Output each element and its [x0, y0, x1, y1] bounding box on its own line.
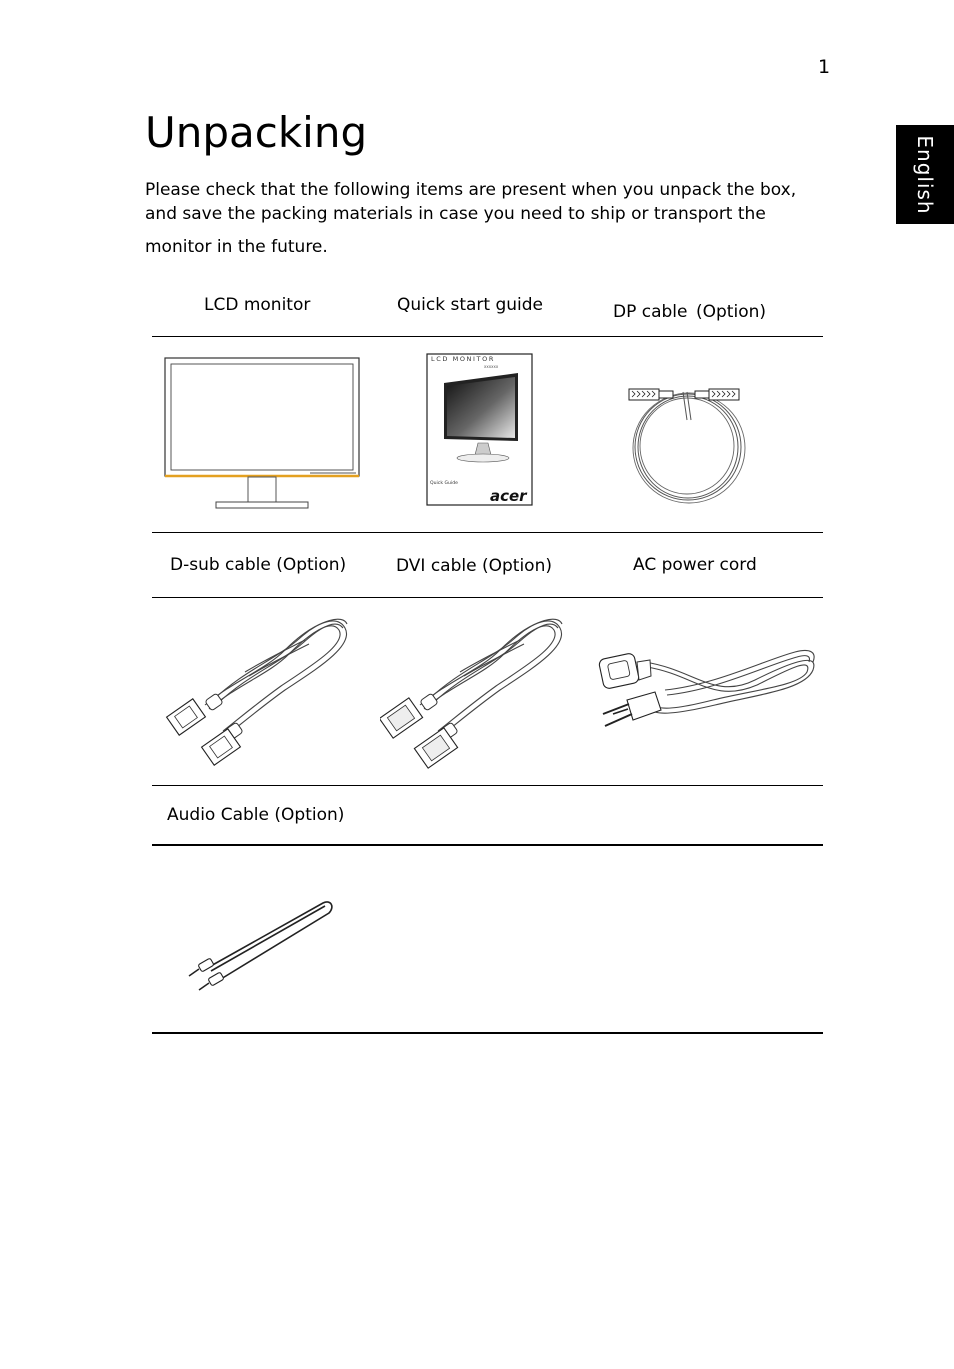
- dsub-cable-icon: [165, 610, 355, 770]
- audio-cable-icon: [185, 893, 340, 993]
- label-audio-cable: Audio Cable (Option): [167, 805, 345, 825]
- language-tab: [896, 125, 954, 224]
- intro-line-1: Please check that the following items are present when you unpack the box,: [145, 180, 797, 200]
- intro-line-2: and save the packing materials in case you need to ship or transport the: [145, 204, 766, 224]
- page-title: Unpacking: [145, 108, 368, 157]
- table-rule: [152, 532, 823, 533]
- table-rule: [152, 336, 823, 337]
- table-rule: [152, 785, 823, 786]
- guide-cover-caption: Quick Guide: [430, 481, 458, 486]
- label-lcd-monitor: LCD monitor: [204, 295, 311, 315]
- label-dp-cable-option: (Option): [696, 302, 767, 322]
- label-dsub-cable: D-sub cable (Option): [170, 555, 347, 575]
- table-rule: [152, 844, 823, 846]
- lcd-monitor-icon: [160, 352, 366, 514]
- intro-line-3: monitor in the future.: [145, 237, 328, 257]
- page-number: 1: [818, 56, 831, 78]
- guide-cover-brand: acer: [490, 487, 527, 505]
- ac-power-cord-icon: [595, 640, 820, 740]
- intro-paragraph: [145, 178, 825, 259]
- label-quick-start-guide: Quick start guide: [397, 295, 544, 315]
- quick-guide-booklet-icon: [426, 353, 534, 507]
- label-ac-power-cord: AC power cord: [633, 555, 757, 575]
- label-dp-cable: DP cable: [613, 302, 688, 322]
- language-tab-label: English: [913, 134, 937, 215]
- dvi-cable-icon: [380, 610, 570, 770]
- label-dvi-cable: DVI cable (Option): [396, 556, 552, 576]
- table-rule: [152, 597, 823, 598]
- guide-cover-model: xxxxxx: [484, 364, 499, 369]
- guide-cover-header: LCD MONITOR: [431, 355, 495, 363]
- dp-cable-icon: [625, 380, 751, 506]
- table-rule: [152, 1032, 823, 1034]
